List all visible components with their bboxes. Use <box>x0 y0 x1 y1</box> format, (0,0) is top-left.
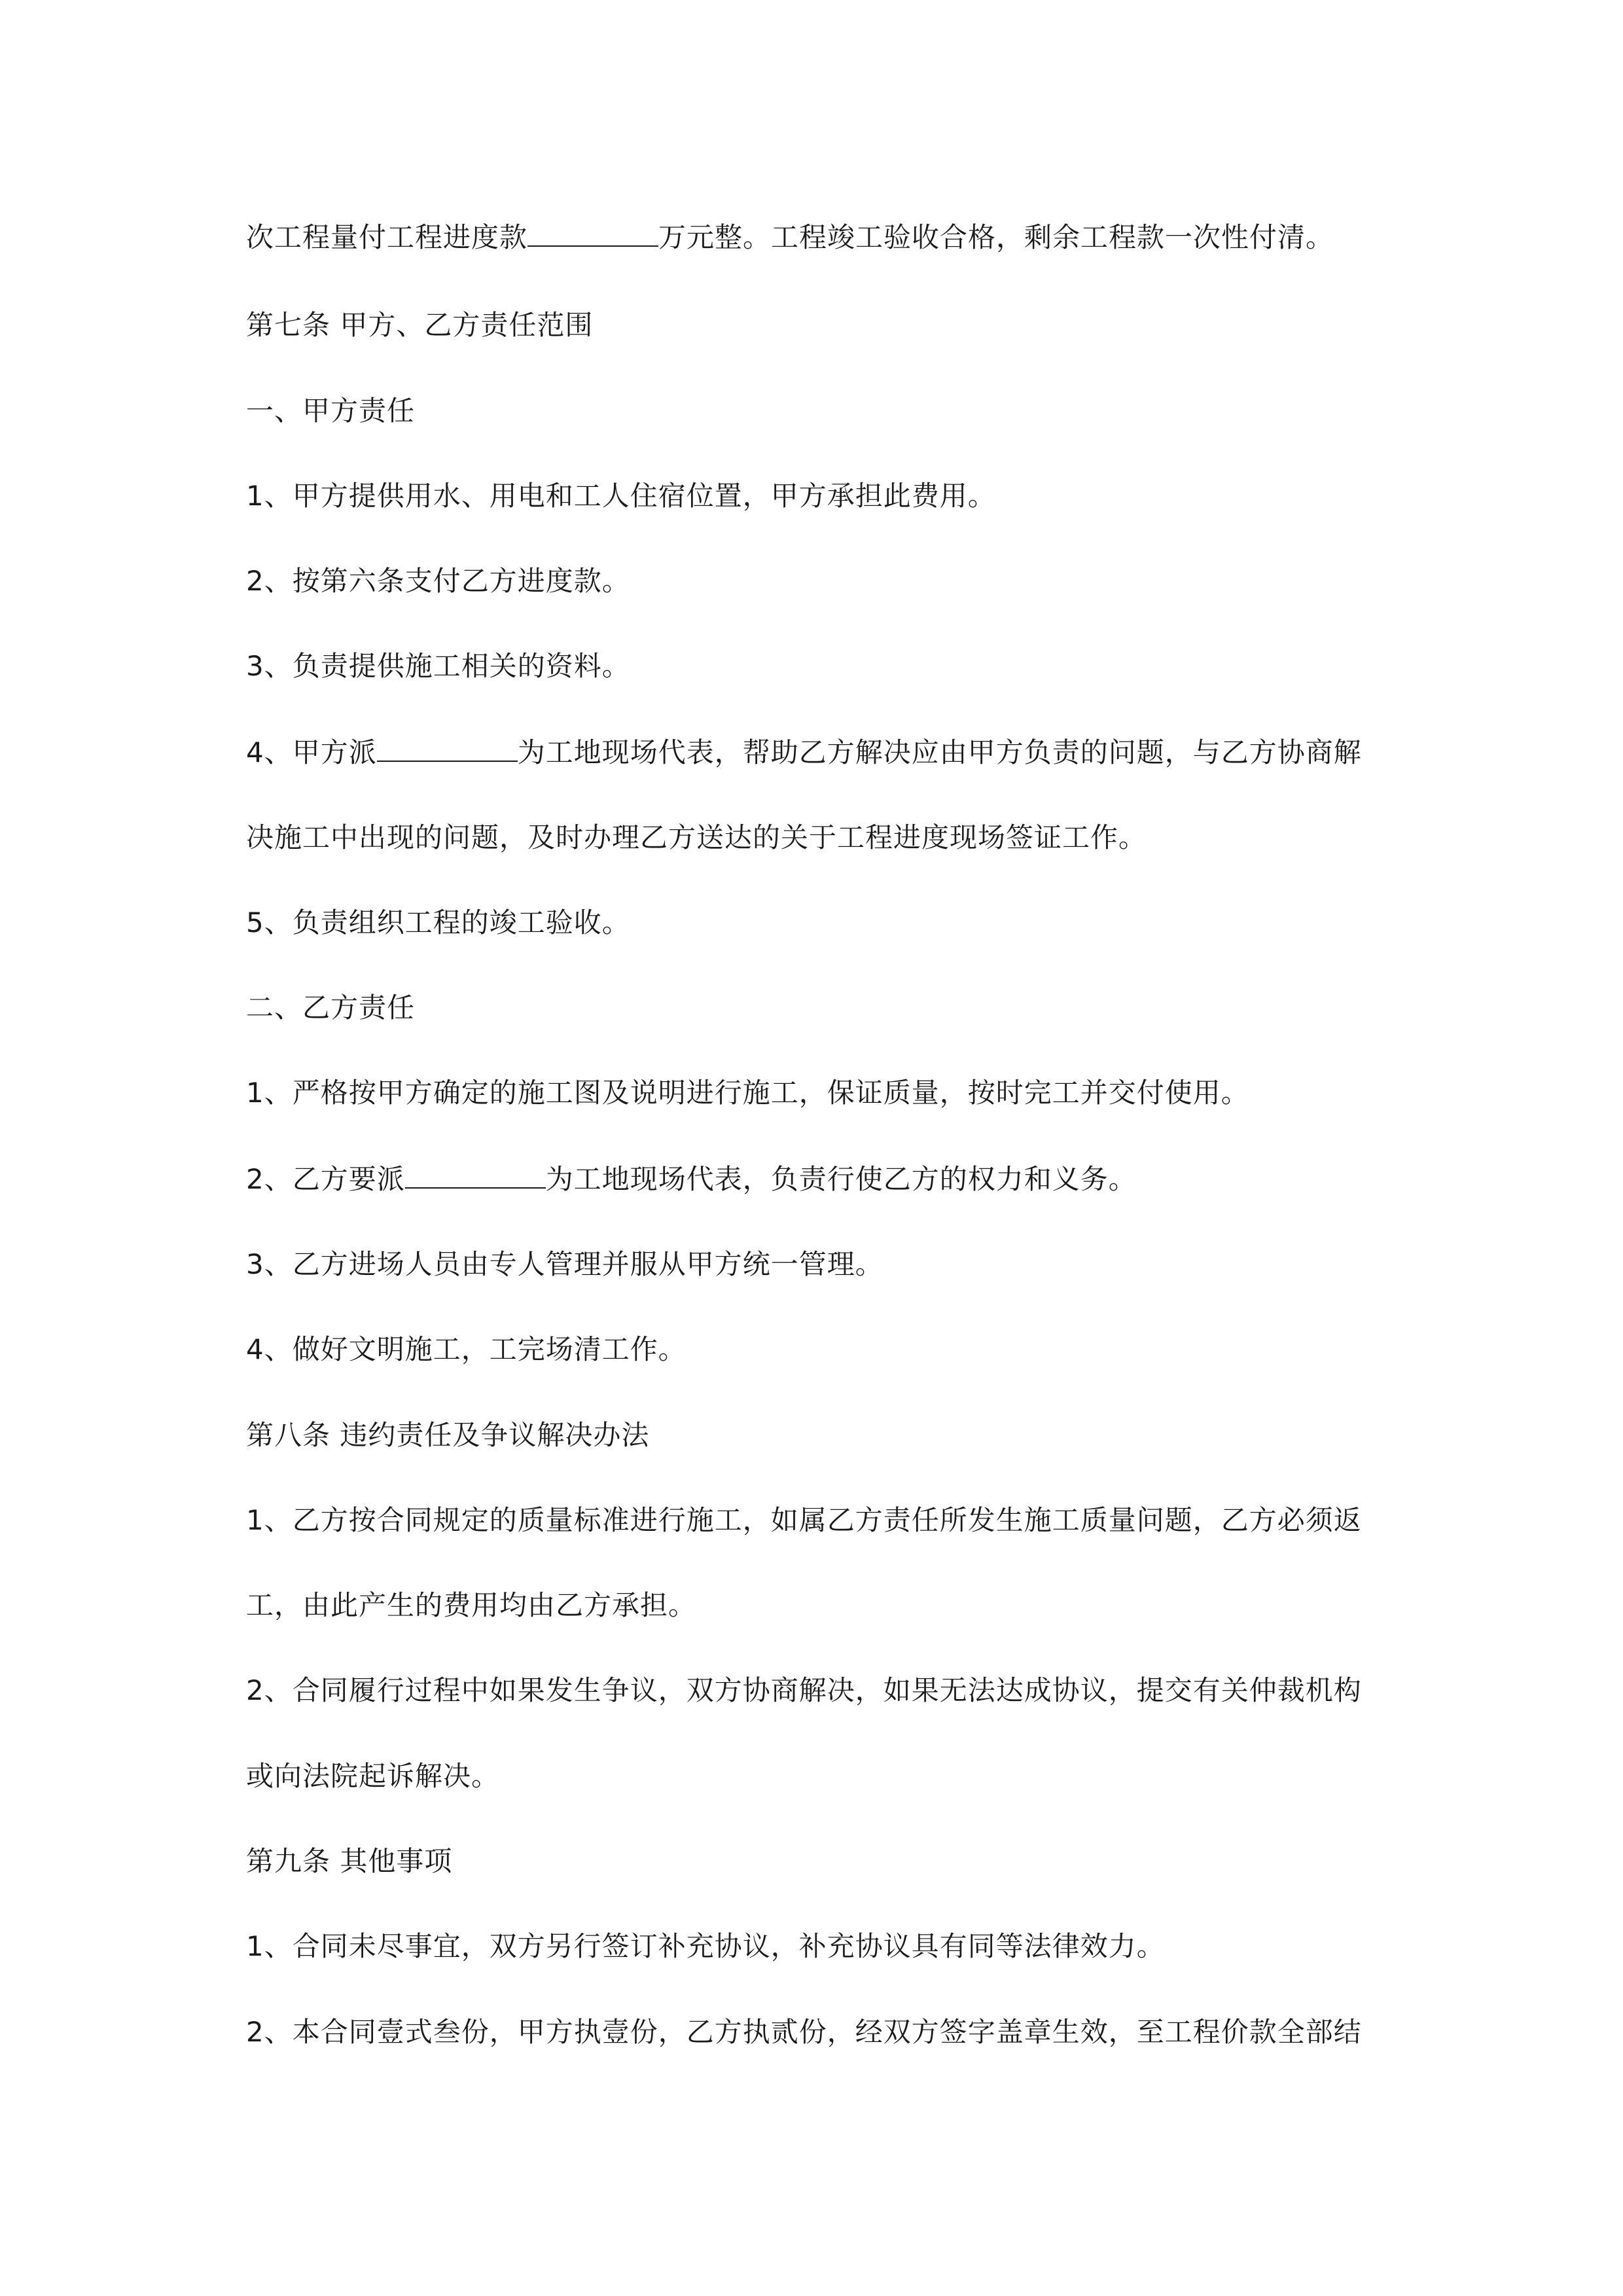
list-item: 2、合同履行过程中如果发生争议，双方协商解决，如果无法达成协议，提交有关仲裁机构 <box>246 1674 1362 1706</box>
text-segment: 万元整。工程竣工验收合格，剩余工程款一次性付清。 <box>658 221 1334 253</box>
text-segment: 为工地现场代表，帮助乙方解决应由甲方负责的问题，与乙方协商解 <box>517 736 1362 768</box>
section-heading-article-9: 第九条 其他事项 <box>246 1845 453 1877</box>
list-item: 4、做好文明施工，工完场清工作。 <box>246 1333 687 1365</box>
list-item: 2、按第六条支付乙方进度款。 <box>246 565 630 597</box>
list-item: 2、本合同壹式叁份，甲方执壹份，乙方执贰份，经双方签字盖章生效，至工程价款全部结 <box>246 2016 1362 2048</box>
section-heading-article-7: 第七条 甲方、乙方责任范围 <box>246 309 594 341</box>
text-segment: 次工程量付工程进度款 <box>246 221 528 253</box>
list-item-continuation: 或向法院起诉解决。 <box>246 1760 500 1792</box>
list-item: 1、甲方提供用水、用电和工人住宿位置，甲方承担此费用。 <box>246 480 996 512</box>
list-item: 1、乙方按合同规定的质量标准进行施工，如属乙方责任所发生施工质量问题，乙方必须返 <box>246 1504 1362 1536</box>
text-segment: 2、乙方要派 <box>246 1163 405 1195</box>
subheading-party-b-duties: 二、乙方责任 <box>246 992 416 1024</box>
list-item <box>246 733 1362 772</box>
list-item: 5、负责组织工程的竣工验收。 <box>246 906 630 939</box>
list-item <box>246 1160 1137 1199</box>
fill-in-blank-party-a-representative <box>377 736 518 762</box>
subheading-party-a-duties: 一、甲方责任 <box>246 395 416 427</box>
document-page <box>246 0 1398 2296</box>
list-item: 3、负责提供施工相关的资料。 <box>246 650 630 682</box>
text-segment: 4、甲方派 <box>246 736 377 768</box>
list-item: 1、严格按甲方确定的施工图及说明进行施工，保证质量，按时完工并交付使用。 <box>246 1077 1249 1109</box>
section-heading-article-8: 第八条 违约责任及争议解决办法 <box>246 1419 650 1451</box>
list-item-continuation: 决施工中出现的问题，及时办理乙方送达的关于工程进度现场签证工作。 <box>246 821 1147 853</box>
fill-in-blank-amount <box>527 221 658 247</box>
list-item: 3、乙方进场人员由专人管理并服从甲方统一管理。 <box>246 1248 883 1280</box>
text-segment: 为工地现场代表，负责行使乙方的权力和义务。 <box>545 1163 1137 1195</box>
paragraph-payment-terms <box>246 218 1334 257</box>
list-item-continuation: 工，由此产生的费用均由乙方承担。 <box>246 1589 697 1621</box>
list-item: 1、合同未尽事宜，双方另行签订补充协议，补充协议具有同等法律效力。 <box>246 1930 1165 1962</box>
fill-in-blank-party-b-representative <box>405 1162 546 1189</box>
